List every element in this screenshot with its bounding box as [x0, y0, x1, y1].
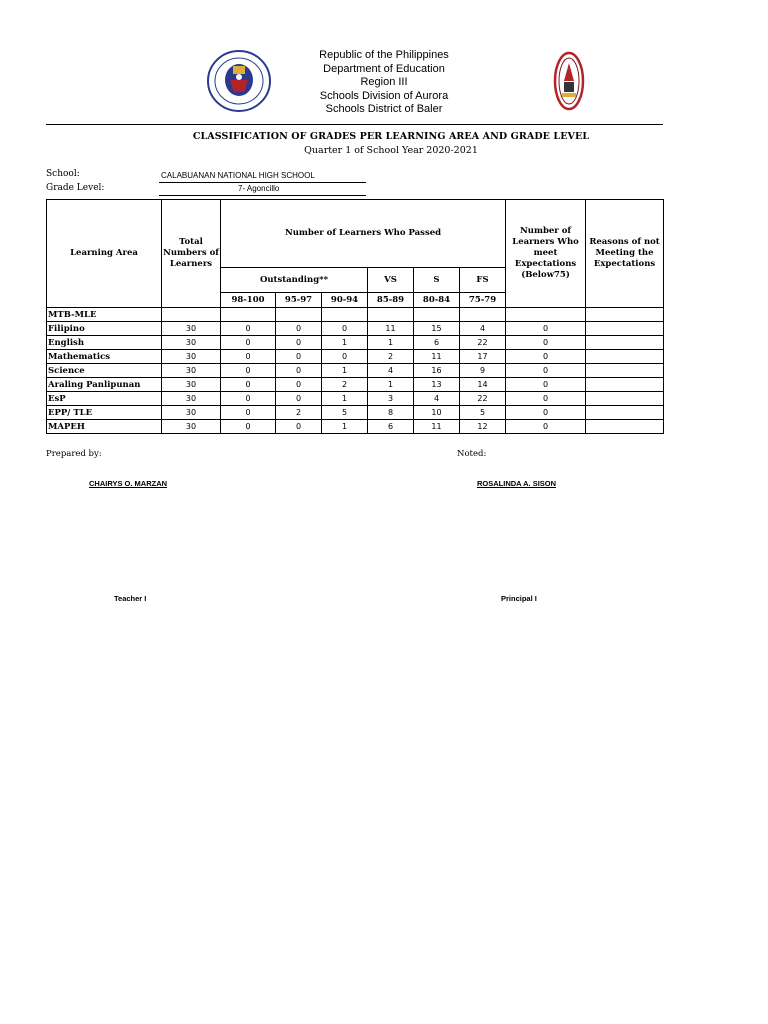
- learning-area-cell: MTB-MLE: [47, 308, 162, 322]
- grade-count-cell: 12: [460, 420, 506, 434]
- grade-count-cell: 9: [460, 364, 506, 378]
- reason-cell: [586, 322, 664, 336]
- grade-count-cell: 6: [368, 420, 414, 434]
- grade-count-cell: 1: [368, 378, 414, 392]
- header-outstanding: Outstanding**: [221, 268, 368, 293]
- school-value: CALABUANAN NATIONAL HIGH SCHOOL: [161, 171, 315, 180]
- range-85-89: 85-89: [368, 293, 414, 308]
- total-learners-cell: [162, 308, 221, 322]
- grade-count-cell: 0: [221, 406, 276, 420]
- noter-title: Principal I: [501, 594, 537, 603]
- prepared-by-label: Prepared by:: [46, 449, 102, 459]
- noter-name: ROSALINDA A. SISON: [477, 479, 557, 488]
- header-line-division: Schools Division of Aurora: [319, 89, 449, 102]
- reason-cell: [586, 392, 664, 406]
- school-seal-logo: [553, 51, 585, 111]
- grade-count-cell: 0: [276, 350, 322, 364]
- grade-count-cell: 0: [221, 378, 276, 392]
- range-90-94: 90-94: [322, 293, 368, 308]
- reason-cell: [586, 336, 664, 350]
- grade-count-cell: 0: [276, 378, 322, 392]
- grade-count-cell: 1: [322, 336, 368, 350]
- learning-area-cell: Mathematics: [47, 350, 162, 364]
- grade-count-cell: 4: [368, 364, 414, 378]
- table-row: [47, 336, 664, 350]
- total-learners-cell: 30: [162, 378, 221, 392]
- total-learners-cell: 30: [162, 364, 221, 378]
- table-row: [47, 392, 664, 406]
- grade-count-cell: 22: [460, 392, 506, 406]
- grades-table: [46, 199, 664, 434]
- reason-cell: [586, 378, 664, 392]
- range-98-100: 98-100: [221, 293, 276, 308]
- header-line-republic: Republic of the Philippines: [319, 49, 449, 61]
- range-80-84: 80-84: [414, 293, 460, 308]
- grade-count-cell: 1: [322, 364, 368, 378]
- range-95-97: 95-97: [276, 293, 322, 308]
- noted-label: Noted:: [457, 449, 487, 459]
- header-divider: [46, 124, 663, 125]
- grade-count-cell: 0: [221, 336, 276, 350]
- below-expectations-cell: 0: [506, 350, 586, 364]
- grade-count-cell: 11: [414, 350, 460, 364]
- below-expectations-cell: 0: [506, 378, 586, 392]
- school-underline: [159, 182, 366, 183]
- table-row: [47, 350, 664, 364]
- grade-count-cell: 15: [414, 322, 460, 336]
- grade-count-cell: 0: [221, 350, 276, 364]
- grade-count-cell: [368, 308, 414, 322]
- grade-count-cell: 13: [414, 378, 460, 392]
- table-row: [47, 420, 664, 434]
- grade-count-cell: 0: [276, 392, 322, 406]
- header-line-deped: Department of Education: [323, 62, 445, 75]
- grade-count-cell: 0: [221, 392, 276, 406]
- grade-count-cell: 0: [276, 322, 322, 336]
- header-learners-passed: Number of Learners Who Passed: [221, 200, 506, 268]
- reason-cell: [586, 406, 664, 420]
- header-vs: VS: [368, 268, 414, 293]
- grade-count-cell: 2: [368, 350, 414, 364]
- grade-count-cell: 0: [322, 322, 368, 336]
- total-learners-cell: 30: [162, 406, 221, 420]
- preparer-name: CHAIRYS O. MARZAN: [89, 479, 168, 488]
- table-row: [47, 322, 664, 336]
- grade-count-cell: [276, 308, 322, 322]
- header-block: [250, 49, 518, 117]
- grade-count-cell: 4: [460, 322, 506, 336]
- grade-count-cell: 6: [414, 336, 460, 350]
- learning-area-cell: Filipino: [47, 322, 162, 336]
- grade-count-cell: 0: [276, 336, 322, 350]
- learning-area-cell: Araling Panlipunan: [47, 378, 162, 392]
- preparer-title: Teacher I: [114, 594, 147, 603]
- below-expectations-cell: 0: [506, 322, 586, 336]
- below-expectations-cell: [506, 308, 586, 322]
- grade-count-cell: 0: [221, 322, 276, 336]
- table-row: [47, 378, 664, 392]
- total-learners-cell: 30: [162, 350, 221, 364]
- grade-count-cell: 11: [368, 322, 414, 336]
- header-s: S: [414, 268, 460, 293]
- total-learners-cell: 30: [162, 322, 221, 336]
- grade-count-cell: 17: [460, 350, 506, 364]
- grade-count-cell: 1: [368, 336, 414, 350]
- total-learners-cell: 30: [162, 392, 221, 406]
- range-75-79: 75-79: [460, 293, 506, 308]
- grade-count-cell: [460, 308, 506, 322]
- header-learning-area: Learning Area: [47, 200, 162, 308]
- document-subtitle: Quarter 1 of School Year 2020-2021: [304, 145, 478, 156]
- grade-count-cell: 22: [460, 336, 506, 350]
- table-row: [47, 364, 664, 378]
- below-expectations-cell: 0: [506, 420, 586, 434]
- below-expectations-cell: 0: [506, 392, 586, 406]
- reason-cell: [586, 350, 664, 364]
- grade-count-cell: 11: [414, 420, 460, 434]
- document-title: CLASSIFICATION OF GRADES PER LEARNING AREA AND GRADE LEVEL: [192, 131, 590, 142]
- grade-count-cell: 14: [460, 378, 506, 392]
- grade-count-cell: 10: [414, 406, 460, 420]
- total-learners-cell: 30: [162, 420, 221, 434]
- school-label: School:: [46, 169, 80, 179]
- header-line-region: Region III: [360, 76, 408, 89]
- reason-cell: [586, 420, 664, 434]
- header-reasons: Reasons of not Meeting the Expectations: [586, 200, 664, 308]
- grade-count-cell: 3: [368, 392, 414, 406]
- grade-count-cell: 1: [322, 420, 368, 434]
- below-expectations-cell: 0: [506, 364, 586, 378]
- grade-count-cell: 0: [276, 364, 322, 378]
- grade-count-cell: [414, 308, 460, 322]
- header-fs: FS: [460, 268, 506, 293]
- grade-level-value: 7- Agoncillo: [238, 184, 280, 193]
- grade-count-cell: [322, 308, 368, 322]
- grade-count-cell: 4: [414, 392, 460, 406]
- grade-count-cell: 0: [221, 364, 276, 378]
- grade-count-cell: 0: [276, 420, 322, 434]
- grade-count-cell: 5: [460, 406, 506, 420]
- grade-count-cell: 5: [322, 406, 368, 420]
- below-expectations-cell: 0: [506, 336, 586, 350]
- grade-count-cell: 16: [414, 364, 460, 378]
- grade-count-cell: [221, 308, 276, 322]
- grade-level-label: Grade Level:: [46, 183, 105, 193]
- header-line-district: Schools District of Baler: [325, 103, 443, 116]
- below-expectations-cell: 0: [506, 406, 586, 420]
- reason-cell: [586, 308, 664, 322]
- learning-area-cell: English: [47, 336, 162, 350]
- header-total-learners: Total Numbers of Learners: [162, 200, 221, 308]
- grade-count-cell: 0: [221, 420, 276, 434]
- reason-cell: [586, 364, 664, 378]
- learning-area-cell: MAPEH: [47, 420, 162, 434]
- grade-level-underline: [159, 195, 366, 196]
- table-row: [47, 308, 664, 322]
- header-below-expectations: Number of Learners Who meet Expectations (Below75): [506, 200, 586, 308]
- learning-area-cell: EPP/ TLE: [47, 406, 162, 420]
- grade-count-cell: 1: [322, 392, 368, 406]
- grade-count-cell: 2: [276, 406, 322, 420]
- learning-area-cell: Science: [47, 364, 162, 378]
- grade-count-cell: 0: [322, 350, 368, 364]
- grade-count-cell: 8: [368, 406, 414, 420]
- table-row: [47, 406, 664, 420]
- grade-rows: [47, 308, 664, 434]
- grade-count-cell: 2: [322, 378, 368, 392]
- learning-area-cell: EsP: [47, 392, 162, 406]
- total-learners-cell: 30: [162, 336, 221, 350]
